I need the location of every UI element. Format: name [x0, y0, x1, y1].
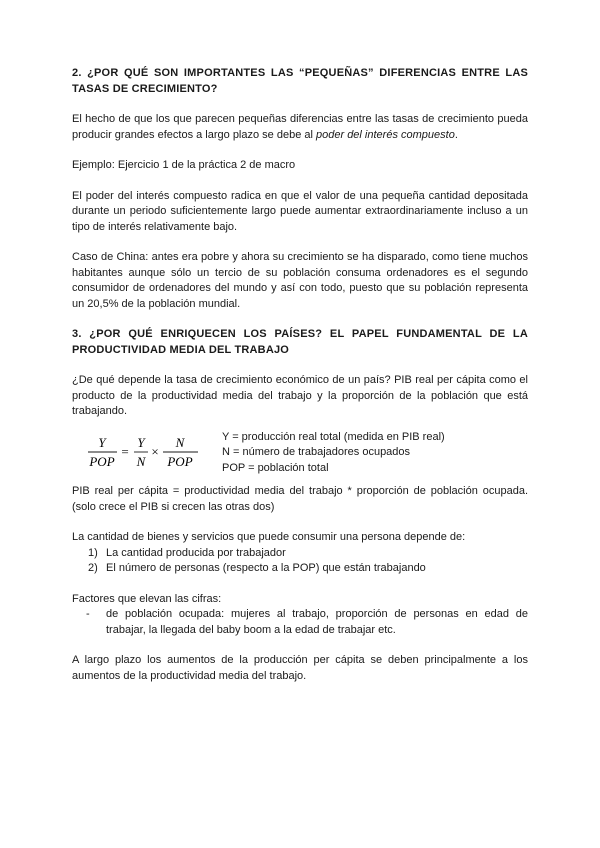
list-text: La cantidad producida por trabajador: [106, 546, 286, 559]
list-item: [88, 561, 528, 577]
section-2-paragraph-1: [72, 112, 528, 143]
section-3-paragraph-5: A largo plazo los aumentos de la producción per cápita se deben principalmente a los aumentos de la productividad media del trabajo.: [72, 654, 528, 682]
formula-f2-numerator: N: [175, 434, 185, 450]
per-capita-formula: [86, 431, 204, 475]
section-3-paragraph-4: Factores que elevan las cifras:: [72, 592, 222, 605]
list-number: 1): [88, 546, 98, 559]
section-2-heading: 2. ¿POR QUÉ SON IMPORTANTES LAS “PEQUEÑAS” DIFERENCIAS ENTRE LAS TASAS DE CRECIMIENTO?: [72, 67, 528, 95]
numbered-list: [72, 546, 528, 577]
list-text: El número de personas (respecto a la POP) que están trabajando: [106, 562, 426, 574]
dash-list-item: [86, 607, 528, 638]
document-page: [72, 66, 528, 684]
dash-item-text: de población ocupada: mujeres al trabajo, proporción de personas en edad de trabajar, la llegada del baby boom a la edad de trabajar etc.: [106, 608, 528, 636]
formula-f2-denominator: POP: [167, 453, 193, 469]
section-2-paragraph-3: El poder del interés compuesto radica en que el valor de una pequeña cantidad depositada durante un periodo suficientemente largo puede aumentar extraordinariamente incluso a un tipo de interés relativamente bajo.: [72, 189, 528, 233]
p1-start: El hecho de que los que parecen pequeñas diferencias entre las tasas de crecimiento pueda producir grandes efectos a largo plazo se debe al: [72, 113, 528, 141]
dash-list: [72, 607, 528, 638]
dash-marker: -: [86, 608, 90, 620]
compound-interest-emphasis: poder del interés compuesto: [316, 128, 455, 141]
section-3-paragraph-3: La cantidad de bienes y servicios que puede consumir una persona depende de:: [72, 531, 466, 543]
definition-n: N = número de trabajadores ocupados: [222, 446, 411, 458]
p1-end: .: [454, 128, 458, 141]
formula-f1-denominator: N: [136, 453, 146, 469]
formula-times: ×: [151, 443, 159, 459]
section-2-china-case: Caso de China: antes era pobre y ahora su crecimiento se ha disparado, como tiene muchos habitantes aunque sólo un tercio de su población consuma ordenadores es el segundo consumidor de ordenadores del mundo y así con todo, puesto que su población representa un 20,5% de la población mundial.: [72, 251, 528, 310]
section-3-paragraph-1: ¿De qué depende la tasa de crecimiento económico de un país? PIB real per cápita como el producto de la productividad media del trabajo y la proporción de la población que está trabajando.: [72, 374, 528, 417]
formula-lhs-numerator: Y: [98, 434, 106, 450]
list-number: 2): [88, 562, 98, 574]
section-2-example: Ejemplo: Ejercicio 1 de la práctica 2 de macro: [72, 159, 296, 171]
formula-equals: =: [121, 443, 129, 459]
formula-lhs-denominator: POP: [89, 453, 115, 469]
definition-pop: POP = población total: [222, 461, 329, 474]
formula-definitions: [222, 430, 445, 477]
section-3-paragraph-2: PIB real per cápita = productividad media del trabajo * proporción de población ocupada. (solo crece el PIB si crecen las otras dos): [72, 485, 528, 513]
section-3-heading: 3. ¿POR QUÉ ENRIQUECEN LOS PAÍSES? EL PAPEL FUNDAMENTAL DE LA PRODUCTIVIDAD MEDIA DEL TRABAJO: [72, 328, 528, 356]
list-item: [88, 546, 528, 562]
formula-block: [86, 430, 528, 477]
formula-f1-numerator: Y: [137, 434, 145, 450]
definition-y: Y = producción real total (medida en PIB real): [222, 430, 445, 443]
